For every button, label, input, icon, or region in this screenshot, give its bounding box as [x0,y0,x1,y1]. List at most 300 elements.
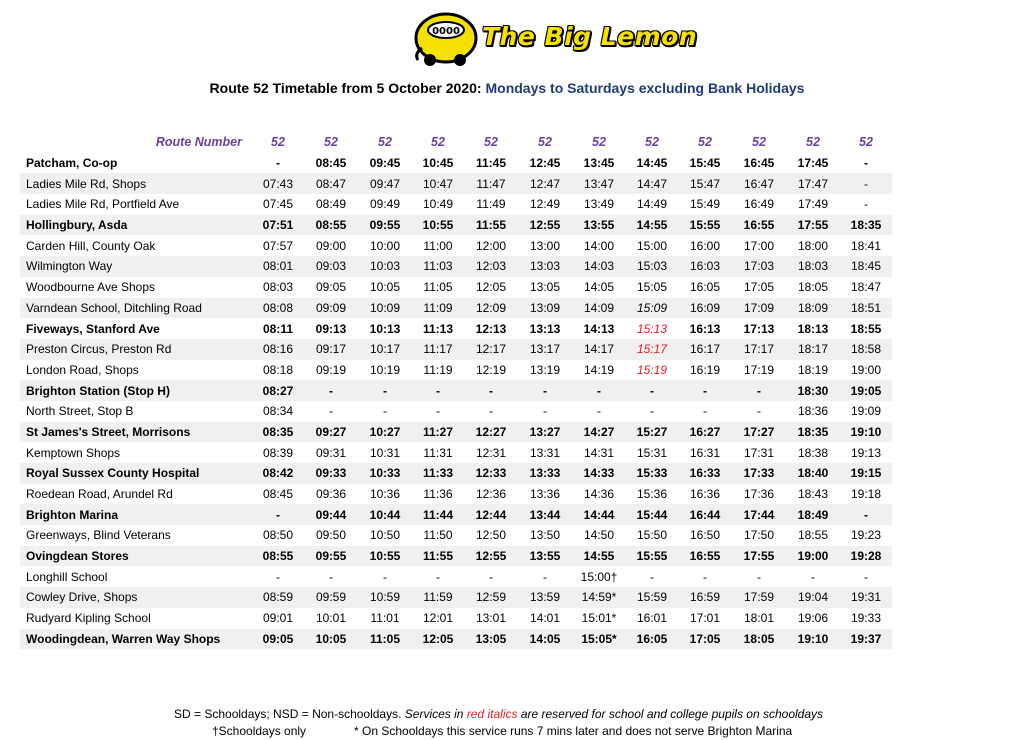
time-cell: 08:50 [262,528,294,543]
time-cell: 13:44 [518,504,572,525]
time-cell: 13:47 [572,173,626,194]
time-cell: 15:09 [626,298,678,319]
time-cell: 18:03 [786,256,840,277]
time-cell: 18:09 [786,298,840,319]
time-cell: 13:55 [518,546,572,567]
time-cell: 14:05 [583,280,615,295]
time-cell: - [489,569,493,584]
time-cell: - [757,404,761,419]
time-cell: 14:33 [572,463,626,484]
time-cell: 08:39 [262,445,294,460]
time-cell: - [383,569,387,584]
table-row [20,546,892,567]
time-cell: 12:31 [475,445,507,460]
time-cell: 11:50 [423,528,453,543]
page-title [0,80,1014,96]
timetable [20,132,892,649]
time-cell: 18:05 [797,280,829,295]
stop-name: Royal Sussex County Hospital [20,463,252,484]
time-cell: 19:00 [786,546,840,567]
time-cell: 13:05 [464,629,518,650]
time-cell: 11:31 [423,445,453,460]
time-cell: 18:49 [786,504,840,525]
table-row [20,339,892,360]
route-number-cell: 52 [378,135,392,150]
time-cell: 16:01 [636,611,668,626]
time-cell: 19:33 [850,611,882,626]
stop-name: Hollingbury, Asda [20,215,252,236]
time-cell: 09:27 [304,422,358,443]
time-cell: 17:19 [743,362,775,377]
time-cell: 15:00 [636,238,668,253]
time-cell: 11:09 [412,298,464,319]
time-cell: 12:55 [518,215,572,236]
time-cell: 15:55 [678,215,732,236]
time-cell: 12:55 [464,546,518,567]
time-cell: - [436,569,440,584]
stop-name: Kemptown Shops [26,445,121,460]
time-cell: 11:55 [464,215,518,236]
time-cell: 13:13 [529,321,561,336]
time-cell: - [597,404,601,419]
time-cell: 17:45 [797,156,829,171]
stop-name: Carden Hill, County Oak [26,238,156,253]
time-cell: 08:59 [252,587,304,608]
time-cell: 15:05* [572,629,626,650]
time-cell: 11:49 [476,197,506,212]
time-cell: 19:37 [840,629,892,650]
footer-abbrev: SD = Schooldays; NSD = Non-schooldays. [174,707,405,721]
time-cell: 14:00 [583,238,615,253]
time-cell: 09:17 [304,339,358,360]
stop-name: St James's Street, Morrisons [20,422,252,443]
time-cell: 13:36 [529,487,561,502]
time-cell: 08:35 [252,422,304,443]
time-cell: 19:13 [850,445,882,460]
time-cell: 18:55 [850,321,882,336]
route-number-cell: 52 [698,135,712,150]
time-cell: 17:36 [743,487,775,502]
stop-name: Patcham, Co-op [26,156,118,171]
time-cell: 17:49 [797,197,829,212]
time-cell: 17:47 [786,173,840,194]
table-row [20,173,892,194]
time-cell: 08:34 [262,404,294,419]
time-cell: 19:10 [840,422,892,443]
time-cell: 18:01 [743,611,775,626]
time-cell: 10:17 [358,339,412,360]
stop-name: Cowley Drive, Shops [20,587,252,608]
table-row [20,235,892,256]
time-cell: 09:44 [304,504,358,525]
footer-services: Services in [404,707,467,721]
route-number-row [20,132,892,153]
time-cell: 17:44 [732,504,786,525]
time-cell: 16:19 [689,362,721,377]
time-cell: 17:17 [732,339,786,360]
time-cell: 16:55 [732,215,786,236]
table-row [20,256,892,277]
time-cell: 12:13 [475,321,507,336]
time-cell: 09:31 [315,445,347,460]
time-cell: 10:05 [304,629,358,650]
time-cell: 09:47 [358,173,412,194]
time-cell: 07:57 [262,238,294,253]
time-cell: 18:43 [797,487,829,502]
time-cell: 11:19 [423,362,453,377]
time-cell: - [650,404,654,419]
time-cell: 18:35 [840,215,892,236]
time-cell: 13:50 [529,528,561,543]
time-cell: - [252,504,304,525]
route-number-cell: 52 [806,135,820,150]
time-cell: 14:36 [583,487,615,502]
time-cell: - [757,569,761,584]
time-cell: 18:35 [786,422,840,443]
time-cell: 09:00 [315,238,347,253]
time-cell: 11:13 [422,321,454,336]
time-cell: 10:33 [358,463,412,484]
time-cell: 14:13 [583,321,615,336]
table-row [20,360,892,381]
time-cell: 12:50 [475,528,507,543]
time-cell: 07:51 [252,215,304,236]
stop-name: Ovingdean Stores [20,546,252,567]
lemon-bus-icon [408,8,480,70]
time-cell: - [840,173,892,194]
title-main: Route 52 Timetable from 5 October 2020: [209,80,486,96]
time-cell: 18:30 [786,380,840,401]
time-cell: 11:05 [423,280,453,295]
time-cell: 19:05 [840,380,892,401]
time-cell: 12:49 [529,197,561,212]
time-cell: 15:33 [626,463,678,484]
table-row [20,442,892,463]
time-cell: 11:45 [475,156,507,171]
time-cell: 18:00 [797,238,829,253]
time-cell: 08:01 [252,256,304,277]
time-cell: 12:33 [464,463,518,484]
footer-asterisk-note: * On Schooldays this service runs 7 mins later and does not serve Brighton Marina [354,724,793,738]
table-row [20,484,892,505]
time-cell: 13:59 [518,587,572,608]
stop-name: Varndean School, Ditchling Road [20,298,252,319]
time-cell: - [572,380,626,401]
time-cell: 09:19 [315,362,347,377]
time-cell: 09:59 [304,587,358,608]
time-cell: 18:45 [840,256,892,277]
table-row [20,215,892,236]
time-cell: 13:33 [518,463,572,484]
time-cell: - [329,404,333,419]
time-cell: - [678,380,732,401]
time-cell: 15:50 [636,528,668,543]
time-cell: 08:08 [252,298,304,319]
time-cell: 14:47 [626,173,678,194]
stop-name: Wilmington Way [20,256,252,277]
time-cell: - [864,569,868,584]
time-cell: 11:00 [423,238,453,253]
time-cell: 10:36 [369,487,401,502]
time-cell: 14:44 [572,504,626,525]
time-cell: 19:28 [840,546,892,567]
time-cell: 11:55 [412,546,464,567]
time-cell: 16:50 [689,528,721,543]
time-cell: 15:03 [626,256,678,277]
time-cell: 13:09 [518,298,572,319]
stop-name: Woodbourne Ave Shops [26,280,155,295]
time-cell: 11:44 [412,504,464,525]
time-cell: 18:55 [797,528,829,543]
time-cell: 19:00 [850,362,882,377]
time-cell: 17:50 [743,528,775,543]
time-cell: 18:13 [797,321,829,336]
time-cell: 11:47 [464,173,518,194]
time-cell: 08:11 [262,321,294,336]
time-cell: 10:44 [358,504,412,525]
time-cell: 17:55 [786,215,840,236]
time-cell: 08:47 [304,173,358,194]
time-cell: 08:03 [262,280,294,295]
title-days: Mondays to Saturdays excluding Bank Holidays [485,80,805,96]
table-row [20,401,892,422]
time-cell: 19:09 [850,404,882,419]
time-cell: 19:10 [786,629,840,650]
time-cell: 11:59 [412,587,464,608]
time-cell: 13:05 [529,280,561,295]
time-cell: 15:13 [636,321,668,336]
time-cell: 11:33 [412,463,464,484]
time-cell: 08:49 [315,197,347,212]
time-cell: - [864,197,868,212]
time-cell: 09:13 [315,321,347,336]
time-cell: 09:45 [369,156,401,171]
time-cell: 09:50 [315,528,347,543]
time-cell: 14:01 [529,611,561,626]
table-row [20,153,892,174]
route-number-cell: 52 [859,135,873,150]
stop-name: London Road, Shops [26,362,139,377]
time-cell: 11:05 [358,629,412,650]
time-cell: - [464,380,518,401]
footer-reserved: are reserved for school and college pupils on schooldays [517,707,824,721]
time-cell: - [703,569,707,584]
time-cell: 15:49 [689,197,721,212]
table-row [20,629,892,650]
time-cell: 09:03 [304,256,358,277]
stop-name: Fiveways, Stanford Ave [26,321,160,336]
time-cell: 18:51 [840,298,892,319]
time-cell: 12:45 [529,156,561,171]
time-cell: 10:09 [358,298,412,319]
time-cell: 16:33 [678,463,732,484]
stop-name: Longhill School [26,569,108,584]
time-cell: 18:40 [786,463,840,484]
time-cell: - [383,404,387,419]
time-cell: 09:33 [304,463,358,484]
time-cell: 12:44 [464,504,518,525]
time-cell: 17:05 [743,280,775,295]
time-cell: 09:55 [358,215,412,236]
time-cell: 16:09 [678,298,732,319]
time-cell: 13:00 [529,238,561,253]
time-cell: 11:01 [370,611,400,626]
time-cell: 12:05 [412,629,464,650]
time-cell: 12:05 [475,280,507,295]
time-cell: 15:44 [626,504,678,525]
time-cell: 10:55 [358,546,412,567]
time-cell: 16:17 [678,339,732,360]
time-cell: 15:01* [581,611,617,626]
time-cell: - [412,380,464,401]
time-cell: 12:59 [464,587,518,608]
route-number-label: Route Number [155,135,242,150]
time-cell: 10:45 [422,156,454,171]
time-cell: 11:36 [423,487,453,502]
time-cell: 16:13 [689,321,721,336]
time-cell: 15:59 [626,587,678,608]
route-number-cell: 52 [592,135,606,150]
time-cell: 14:03 [572,256,626,277]
time-cell: 10:59 [358,587,412,608]
time-cell: 14:31 [583,445,615,460]
time-cell: 10:03 [358,256,412,277]
time-cell: - [276,569,280,584]
time-cell: - [703,404,707,419]
time-cell: 10:55 [412,215,464,236]
route-number-cell: 52 [538,135,552,150]
time-cell: 09:01 [262,611,294,626]
time-cell: - [811,569,815,584]
time-cell: 19:31 [840,587,892,608]
time-cell: 14:59* [572,587,626,608]
footer-legend [174,707,823,721]
time-cell: - [543,404,547,419]
time-cell: 16:47 [732,173,786,194]
time-cell: 18:17 [786,339,840,360]
footer-schooldays-note: †Schooldays only [212,724,307,738]
time-cell: 13:45 [583,156,615,171]
time-cell: - [276,156,280,171]
stop-name: Greenways, Blind Veterans [26,528,171,543]
time-cell: 16:05 [626,629,678,650]
time-cell: 13:19 [529,362,561,377]
time-cell: 09:05 [315,280,347,295]
time-cell: 16:45 [743,156,775,171]
time-cell: 15:05 [636,280,668,295]
time-cell: 13:27 [518,422,572,443]
time-cell: 09:36 [315,487,347,502]
time-cell: 17:31 [743,445,775,460]
time-cell: 19:06 [797,611,829,626]
time-cell: 16:49 [743,197,775,212]
time-cell: 19:15 [840,463,892,484]
time-cell: 07:45 [262,197,294,212]
time-cell: 15:31 [636,445,668,460]
time-cell: 18:47 [850,280,882,295]
time-cell: - [840,504,892,525]
time-cell: - [864,156,868,171]
table-row [20,298,892,319]
time-cell: 17:09 [732,298,786,319]
stop-name: Woodingdean, Warren Way Shops [20,629,252,650]
time-cell: 18:05 [732,629,786,650]
time-cell: 15:47 [678,173,732,194]
time-cell: - [436,404,440,419]
time-cell: 09:09 [304,298,358,319]
time-cell: - [358,380,412,401]
brand-name: The Big Lemon [482,22,698,51]
stop-name: Rudyard Kipling School [26,611,151,626]
time-cell: 10:00 [369,238,401,253]
time-cell: 19:04 [786,587,840,608]
time-cell: - [650,569,654,584]
time-cell: 11:17 [412,339,464,360]
table-row [20,422,892,443]
time-cell: 14:09 [572,298,626,319]
time-cell: 19:23 [850,528,882,543]
time-cell: 08:55 [304,215,358,236]
time-cell: 12:19 [475,362,507,377]
table-row [20,504,892,525]
time-cell: 08:18 [262,362,294,377]
timetable-body [20,153,892,650]
time-cell: 15:17 [626,339,678,360]
time-cell: 13:31 [529,445,561,460]
time-cell: 17:03 [732,256,786,277]
time-cell: 10:13 [369,321,401,336]
table-row [20,463,892,484]
time-cell: 19:18 [850,487,882,502]
table-row [20,277,892,298]
time-cell: 18:58 [840,339,892,360]
time-cell: 15:00† [580,569,618,584]
time-cell: 17:33 [732,463,786,484]
time-cell: 14:55 [626,215,678,236]
time-cell: 14:50 [583,528,615,543]
time-cell: 18:36 [797,404,829,419]
time-cell: 11:27 [412,422,464,443]
time-cell: 15:36 [636,487,668,502]
time-cell: 08:55 [252,546,304,567]
stop-name: Brighton Marina [20,504,252,525]
table-row [20,525,892,546]
route-number-cell: 52 [484,135,498,150]
table-row [20,566,892,587]
big-lemon-logo [408,8,698,70]
stop-name: Ladies Mile Rd, Shops [20,173,252,194]
time-cell: 14:17 [572,339,626,360]
time-cell: 17:05 [678,629,732,650]
time-cell: 12:27 [464,422,518,443]
time-cell: 12:47 [518,173,572,194]
time-cell: 14:55 [572,546,626,567]
route-number-cell: 52 [645,135,659,150]
time-cell: 12:17 [464,339,518,360]
time-cell: 16:31 [689,445,721,460]
time-cell: 16:00 [689,238,721,253]
table-row [20,380,892,401]
time-cell: - [732,380,786,401]
time-cell: 16:44 [678,504,732,525]
time-cell: - [329,569,333,584]
route-number-cell: 52 [431,135,445,150]
stop-name: Brighton Station (Stop H) [20,380,252,401]
time-cell: 12:09 [464,298,518,319]
table-row [20,587,892,608]
time-cell: 17:55 [732,546,786,567]
time-cell: - [543,569,547,584]
